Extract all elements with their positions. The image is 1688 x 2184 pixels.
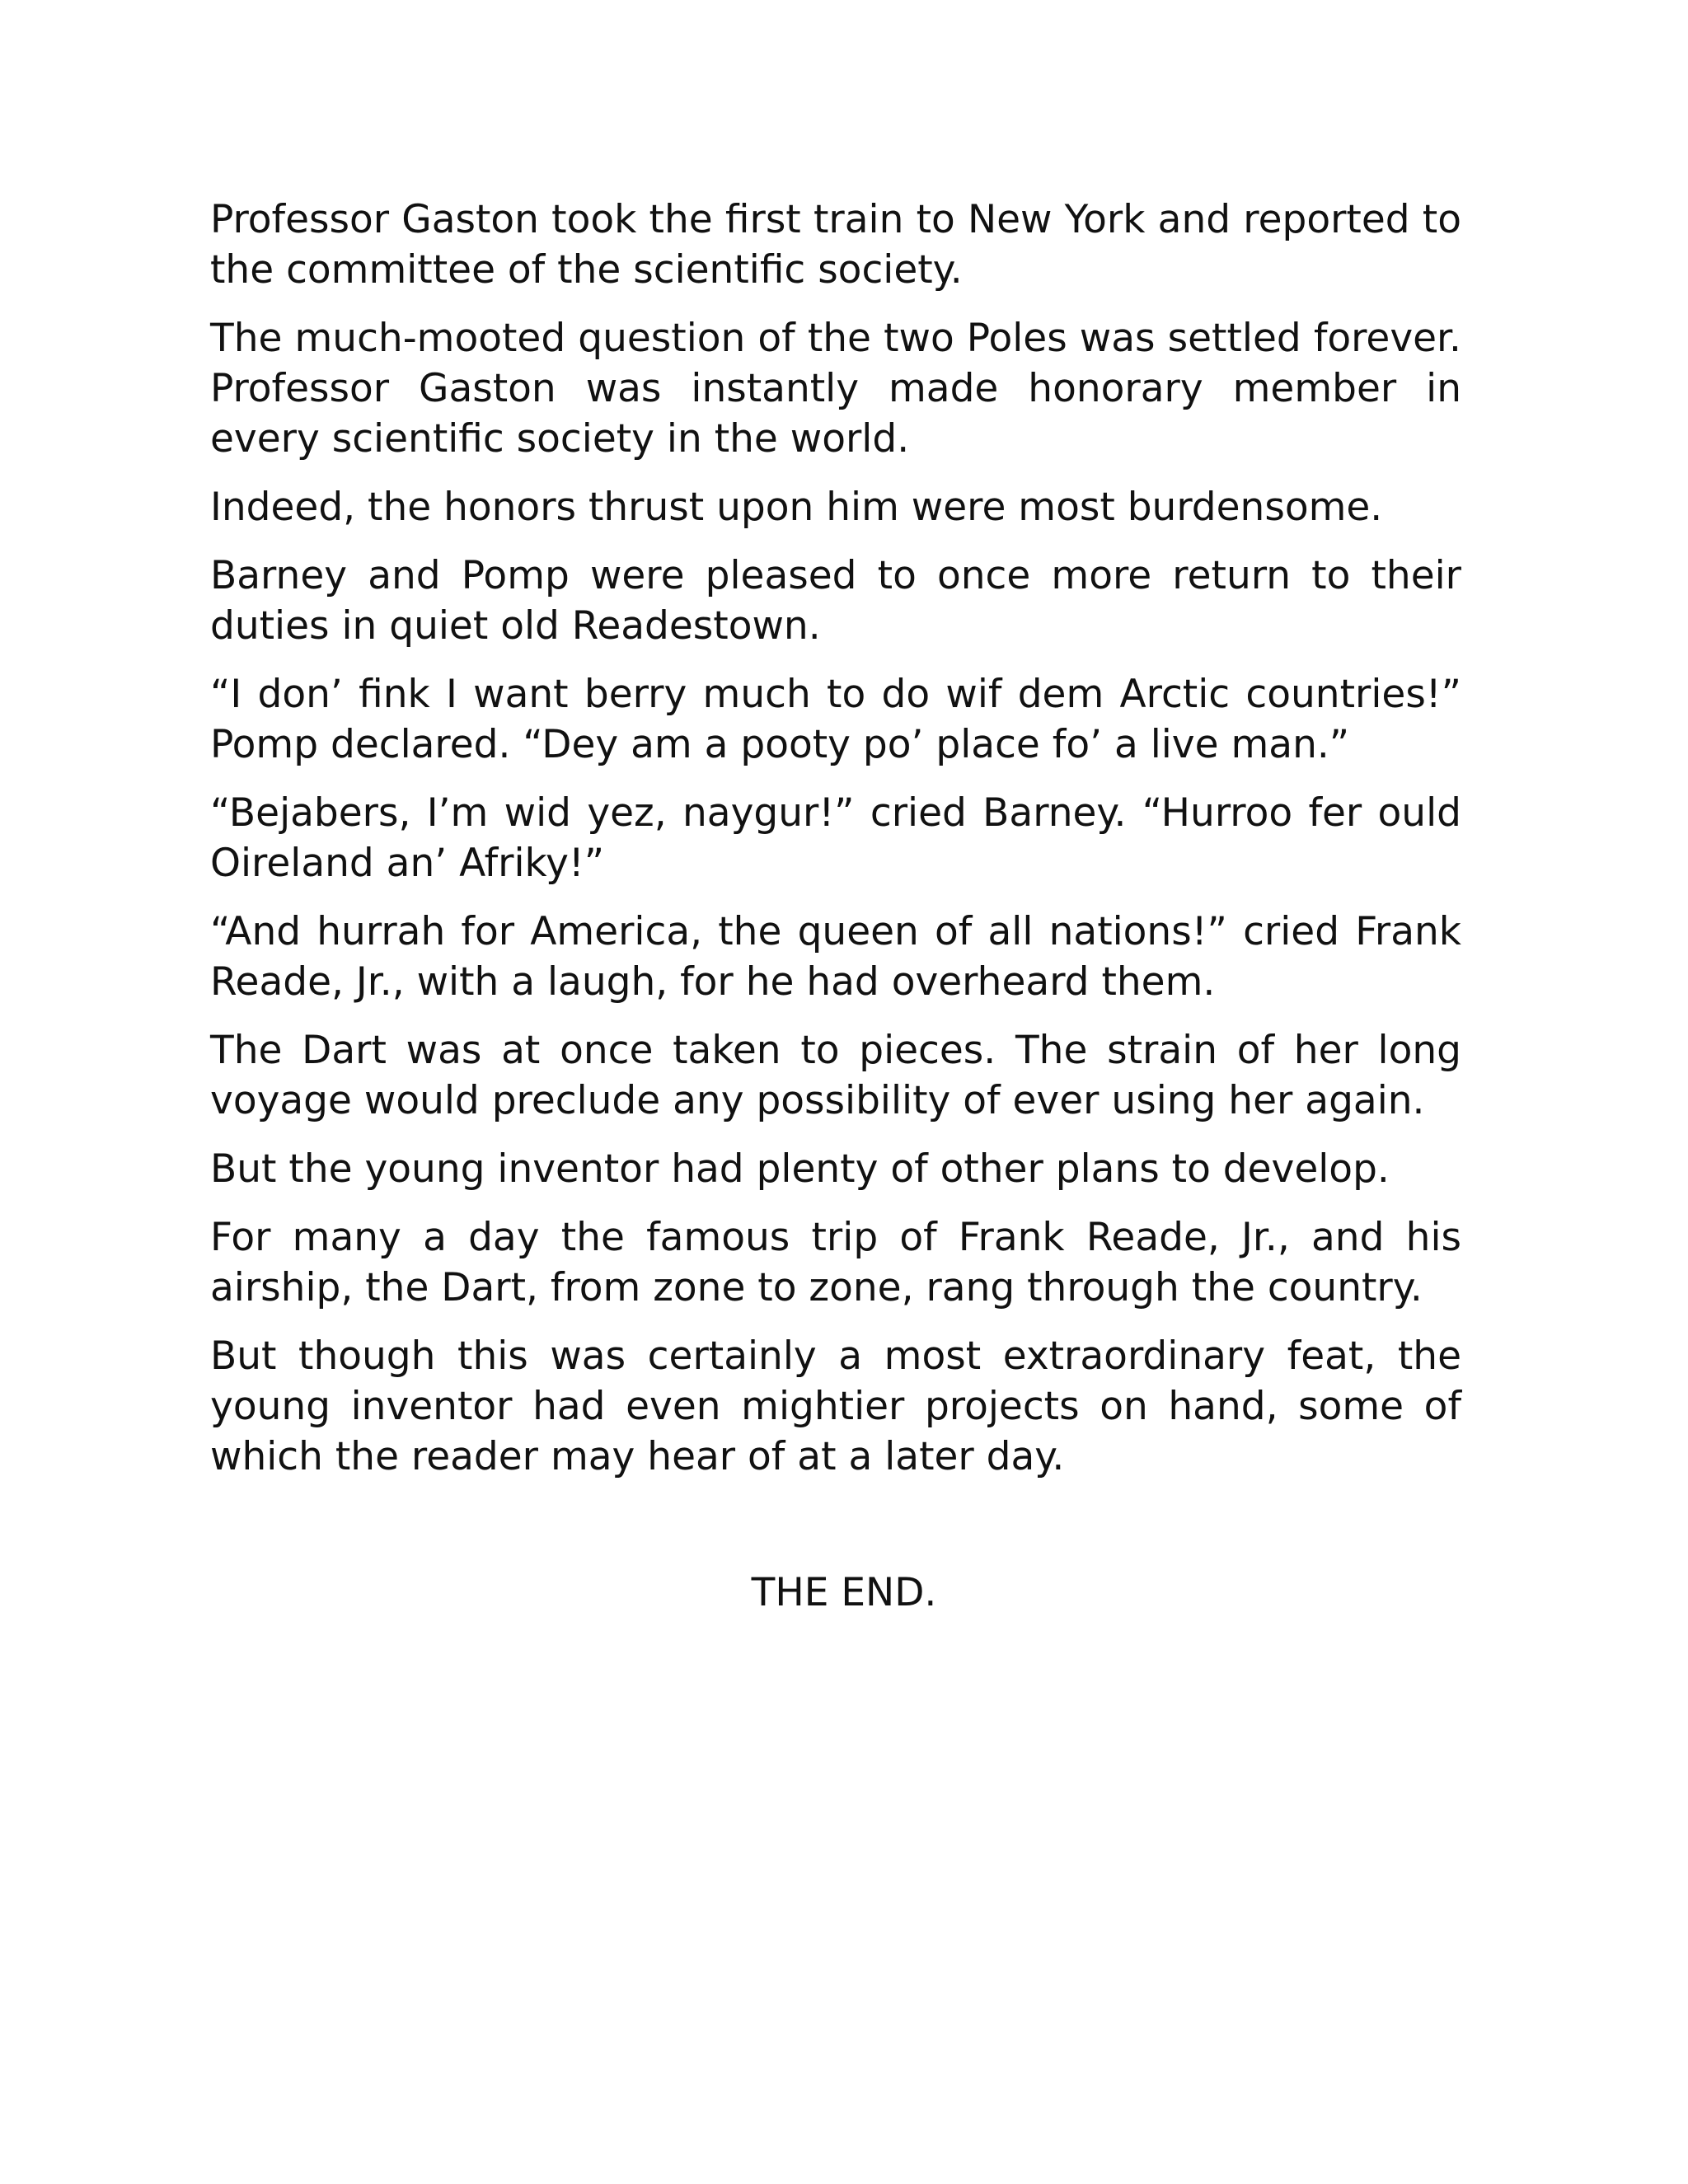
paragraph-8: The Dart was at once taken to pieces. The strain of her long voyage would preclude any possibility of ever using her again. <box>210 1028 1461 1123</box>
paragraph-9: But the young inventor had plenty of other plans to develop. <box>210 1146 1390 1192</box>
paragraph-1: Professor Gaston took the first train to New York and reported to the committee of the scientific society. <box>210 197 1461 293</box>
paragraph-10: For many a day the famous trip of Frank Reade, Jr., and his airship, the Dart, from zone to zone, rang through the country. <box>210 1215 1461 1310</box>
paragraph-11: But though this was certainly a most extraordinary feat, the young inventor had even mightier projects on hand, some of which the reader may hear of at a later day. <box>210 1333 1461 1479</box>
paragraph-7: “And hurrah for America, the queen of all nations!” cried Frank Reade, Jr., with a laugh, for he had overheard them. <box>210 909 1461 1005</box>
body-text <box>210 194 1461 1500</box>
paragraph-6: “Bejabers, I’m wid yez, naygur!” cried Barney. “Hurroo fer ould Oireland an’ Afriky!” <box>210 790 1461 886</box>
paragraph-5: “I don’ fink I want berry much to do wif dem Arctic countries!” Pomp declared. “Dey am a pooty po’ place fo’ a live man.” <box>210 672 1461 767</box>
paragraph-3: Indeed, the honors thrust upon him were most burdensome. <box>210 485 1383 530</box>
paragraph-4: Barney and Pomp were pleased to once more return to their duties in quiet old Readestown. <box>210 553 1461 649</box>
paragraph-2: The much-mooted question of the two Poles was settled forever. Professor Gaston was instantly made honorary member in every scientific society in the world. <box>210 316 1461 462</box>
closing-text: THE END. <box>751 1570 937 1615</box>
